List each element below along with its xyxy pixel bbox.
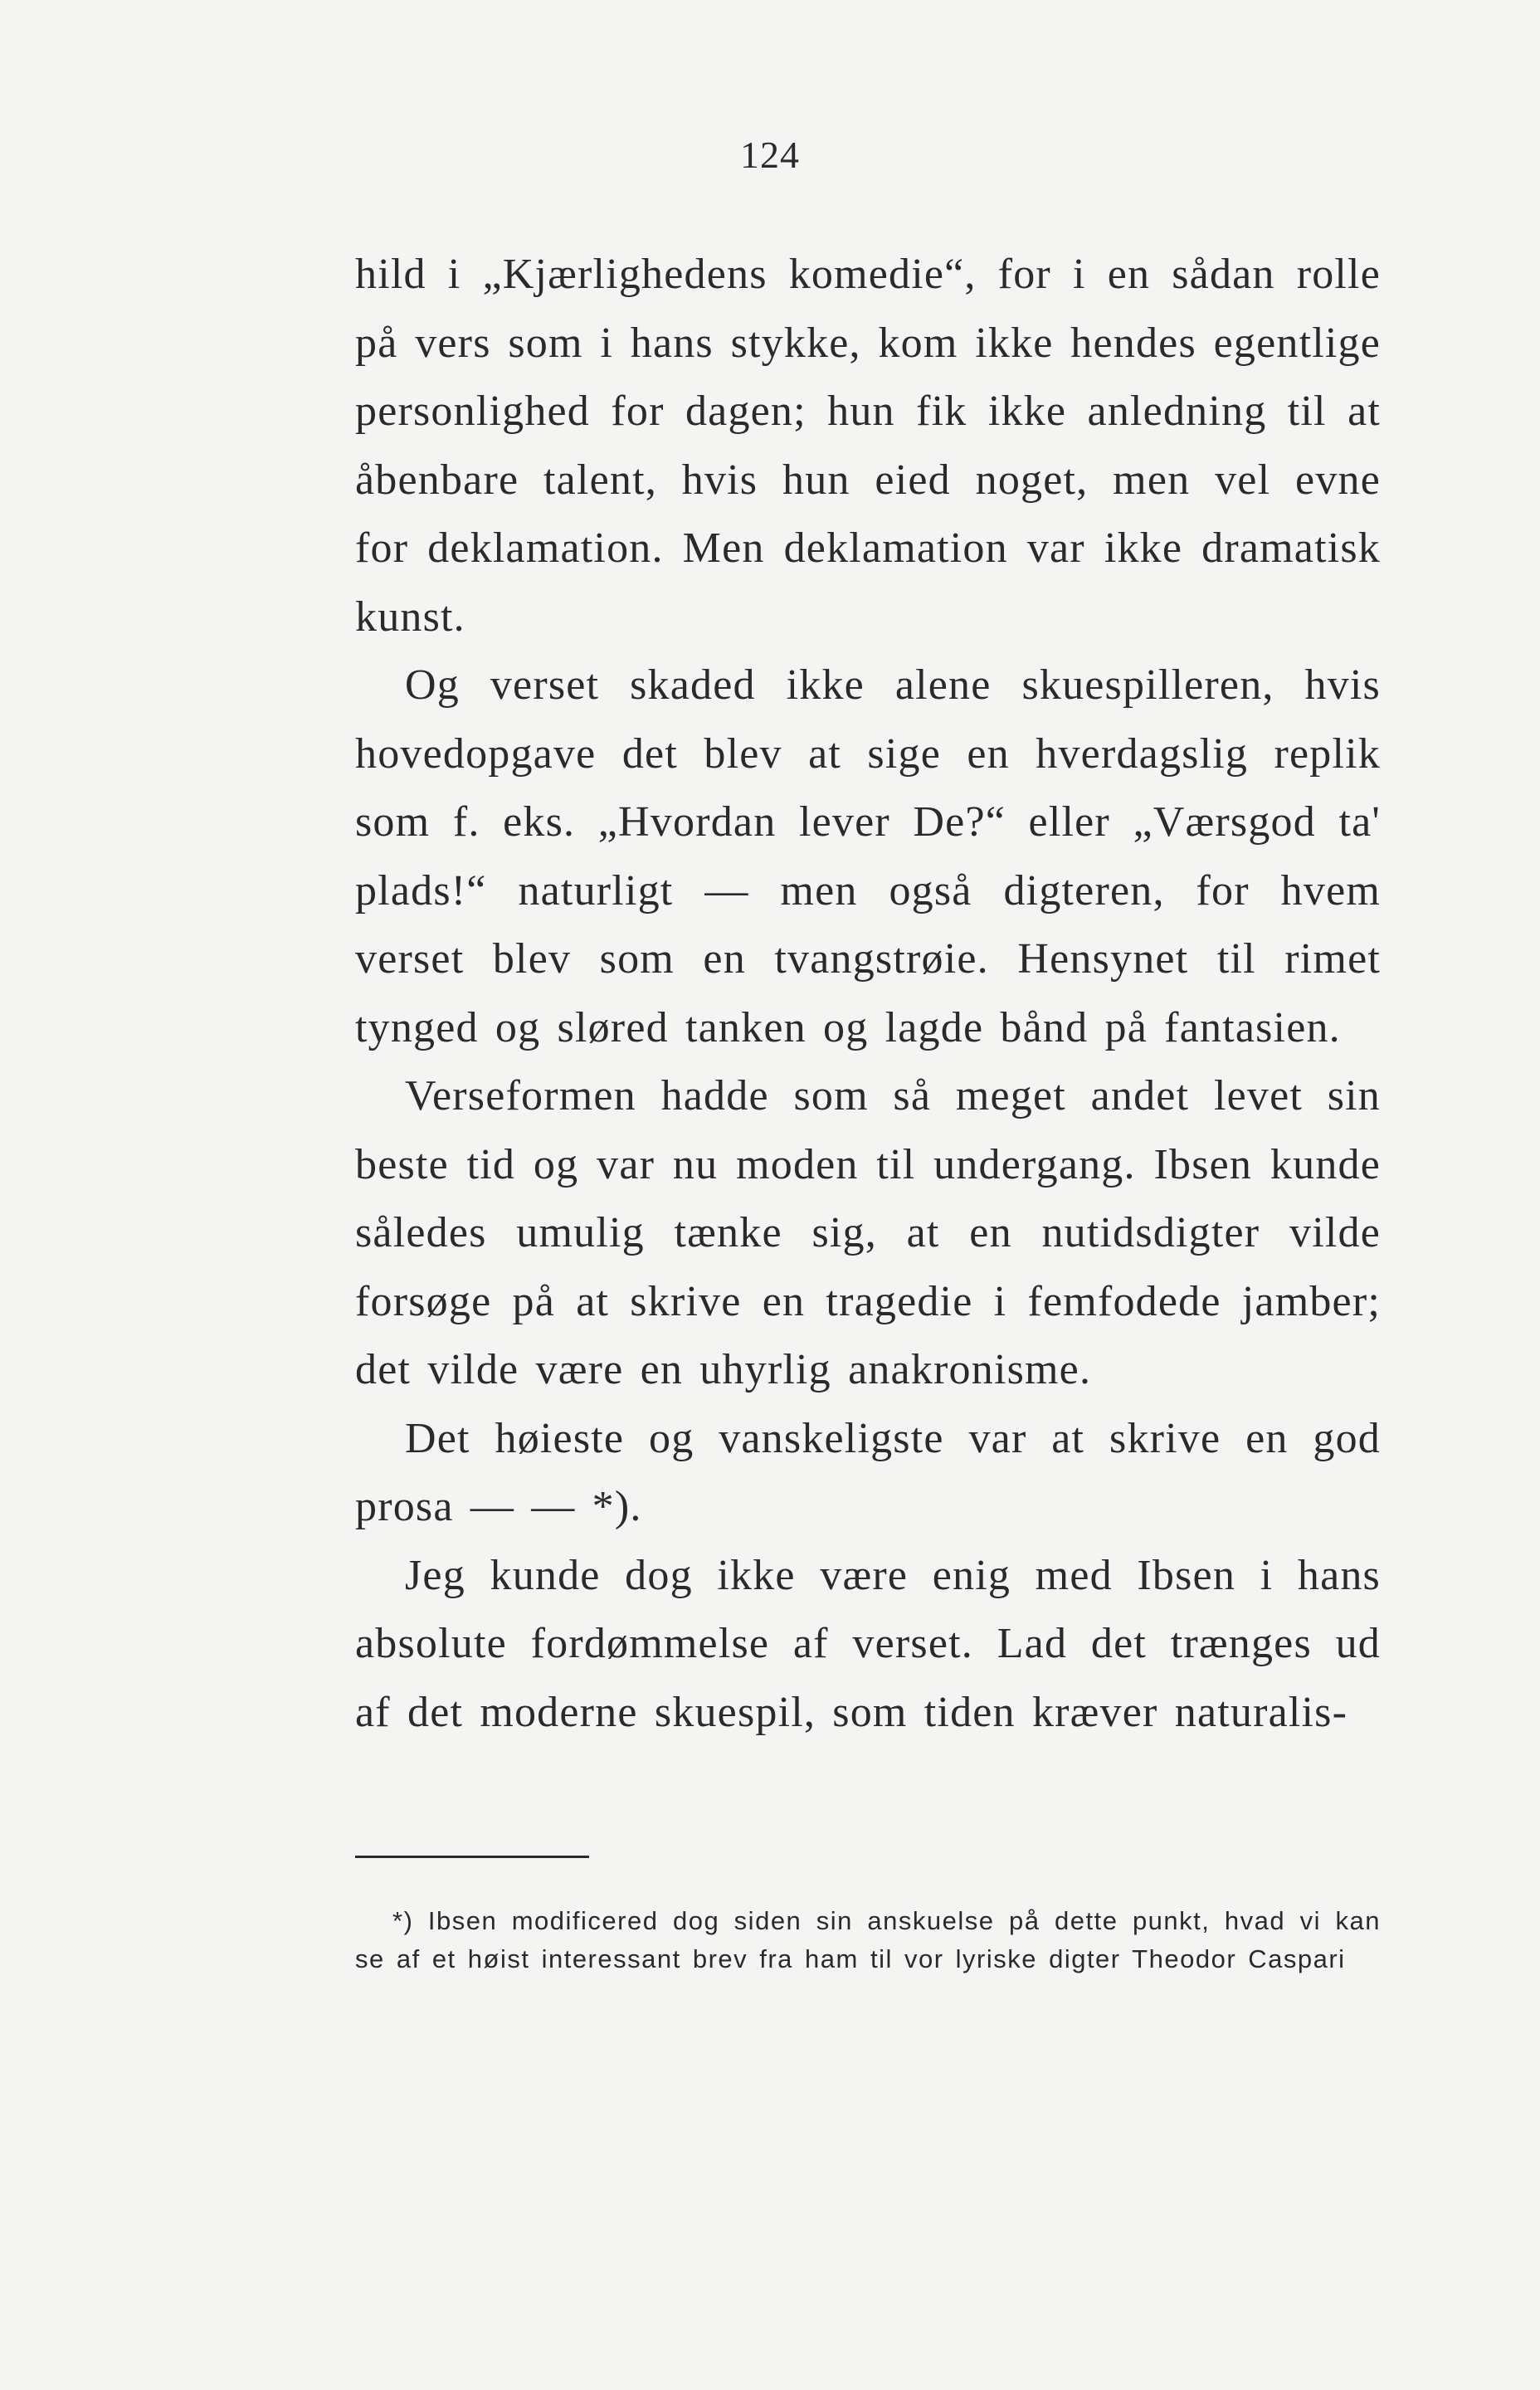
paragraph-verse-critique: Og verset skaded ikke alene skuespilleren, hvis hovedopgave det blev at sige en hverdagslig replik som f. eks. „Hvordan lever De?“ eller „Værsgod ta' plads!“ naturligt — men også digteren, for hvem verset blev som en tvangstrøie. Hensynet til rimet tynged og sløred tanken og lagde bånd på fantasien.: [355, 661, 1381, 1051]
paragraph-disagreement: Jeg kunde dog ikke være enig med Ibsen i hans absolute fordømmelse af verset. Lad det trænges ud af det moderne skuespil, som tiden kræver naturalis-: [355, 1551, 1381, 1736]
footnote-divider: [355, 1856, 589, 1858]
page-number: 124: [740, 134, 800, 176]
paragraph-verse-form: Verseformen hadde som så meget andet levet sin beste tid og var nu moden til undergang. Ibsen kunde således umulig tænke sig, at en nutidsdigter vilde forsøge på at skrive en tragedie i femfodede jamber; det vilde være en uhyrlig anakronisme.: [355, 1072, 1381, 1393]
paragraph-continuation: hild i „Kjærlighedens komedie“, for i en sådan rolle på vers som i hans stykke, kom ikke hendes egentlige personlighed for dagen; hun fik ikke anledning til at åbenbare talent, hvis hun eied noget, men vel evne for deklamation. Men deklamation var ikke dramatisk kunst.: [355, 251, 1381, 641]
footnote: *) Ibsen modificered dog siden sin anskuelse på dette punkt, hvad vi kan se af et høist interessant brev fra ham til vor lyriske digter Theodor Caspari: [355, 1906, 1381, 1973]
body-text: [355, 241, 1381, 1747]
paragraph-prosa: Det høieste og vanskeligste var at skrive en god prosa — — *).: [355, 1414, 1381, 1530]
